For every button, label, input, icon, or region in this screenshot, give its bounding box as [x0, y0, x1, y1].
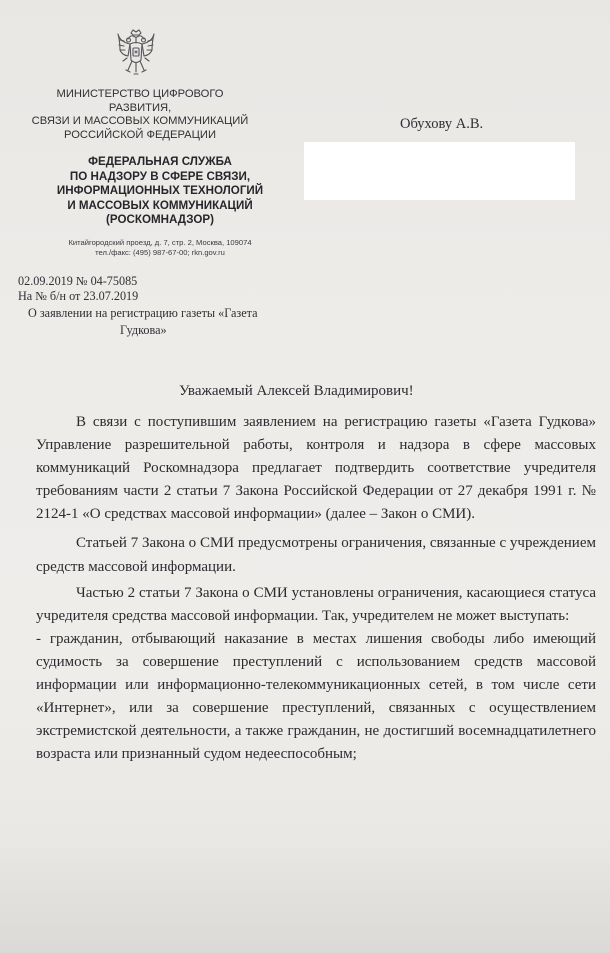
subject-line: Гудкова»	[120, 322, 167, 337]
letter-body	[36, 411, 596, 766]
letter-subject	[28, 305, 290, 338]
ministry-line: РОССИЙСКОЙ ФЕДЕРАЦИИ	[63, 128, 217, 141]
reference-block	[18, 274, 138, 304]
body-paragraph: Статьей 7 Закона о СМИ предусмотрены ограничения, связанные с учреждением средств массовой информации.	[36, 535, 596, 575]
letterhead-address	[44, 238, 276, 257]
service-line: (РОСКОМНАДЗОР)	[106, 213, 214, 226]
contact-info: тел./факс: (495) 987-67-00; rkn.gov.ru	[95, 247, 225, 257]
salutation: Уважаемый Алексей Владимирович!	[179, 383, 414, 399]
subject-line: О заявлении на регистрацию газеты «Газета	[28, 306, 258, 320]
body-paragraph: - гражданин, отбывающий наказание в местах лишения свободы либо имеющий судимость за совершение преступлений с использованием средств массовой информации или информационно-телекоммуникационных сетей, в том числе сети «Интернет», или за совершение преступлений, связанных с осуществлением экстремистской деятельности, а также гражданин, не достигший восемнадцатилетнего возраста или признанный судом недееспособным;	[36, 630, 596, 763]
addressee-name: Обухову А.В.	[400, 116, 484, 132]
service-line: ФЕДЕРАЛЬНАЯ СЛУЖБА	[88, 155, 232, 168]
service-line: И МАССОВЫХ КОММУНИКАЦИЙ	[67, 198, 253, 212]
service-name	[44, 155, 276, 228]
ministry-line: МИНИСТЕРСТВО ЦИФРОВОГО РАЗВИТИЯ,	[56, 88, 224, 114]
outgoing-number: 02.09.2019 № 04-75085	[18, 274, 138, 288]
incoming-reference: На № б/н от 23.07.2019	[18, 289, 139, 303]
ministry-name	[24, 88, 256, 142]
redaction-box	[304, 142, 575, 200]
body-paragraph: В связи с поступившим заявлением на регистрацию газеты «Газета Гудкова» Управление разрешительной работы, контроля и надзора в сфере массовых коммуникаций Роскомнадзора предлагает подтвердить соответствие учредителя требованиям части 2 статьи 7 Закона Российской Федерации от 27 декабря 1991 г. № 2124-1 «О средствах массовой информации» (далее – Закон о СМИ).	[36, 414, 596, 523]
coat-of-arms-icon	[116, 28, 156, 82]
ministry-line: СВЯЗИ И МАССОВЫХ КОММУНИКАЦИЙ	[31, 115, 249, 127]
paper-shadow	[0, 833, 610, 953]
body-paragraph: Частью 2 статьи 7 Закона о СМИ установлены ограничения, касающиеся статуса учредителя средства массовой информации. Так, учредителем не может выступать:	[36, 584, 596, 624]
service-line: ПО НАДЗОРУ В СФЕРЕ СВЯЗИ,	[69, 169, 251, 183]
service-line: ИНФОРМАЦИОННЫХ ТЕХНОЛОГИЙ	[56, 184, 264, 197]
postal-address: Китайгородский проезд, д. 7, стр. 2, Москва, 109074	[68, 238, 252, 247]
